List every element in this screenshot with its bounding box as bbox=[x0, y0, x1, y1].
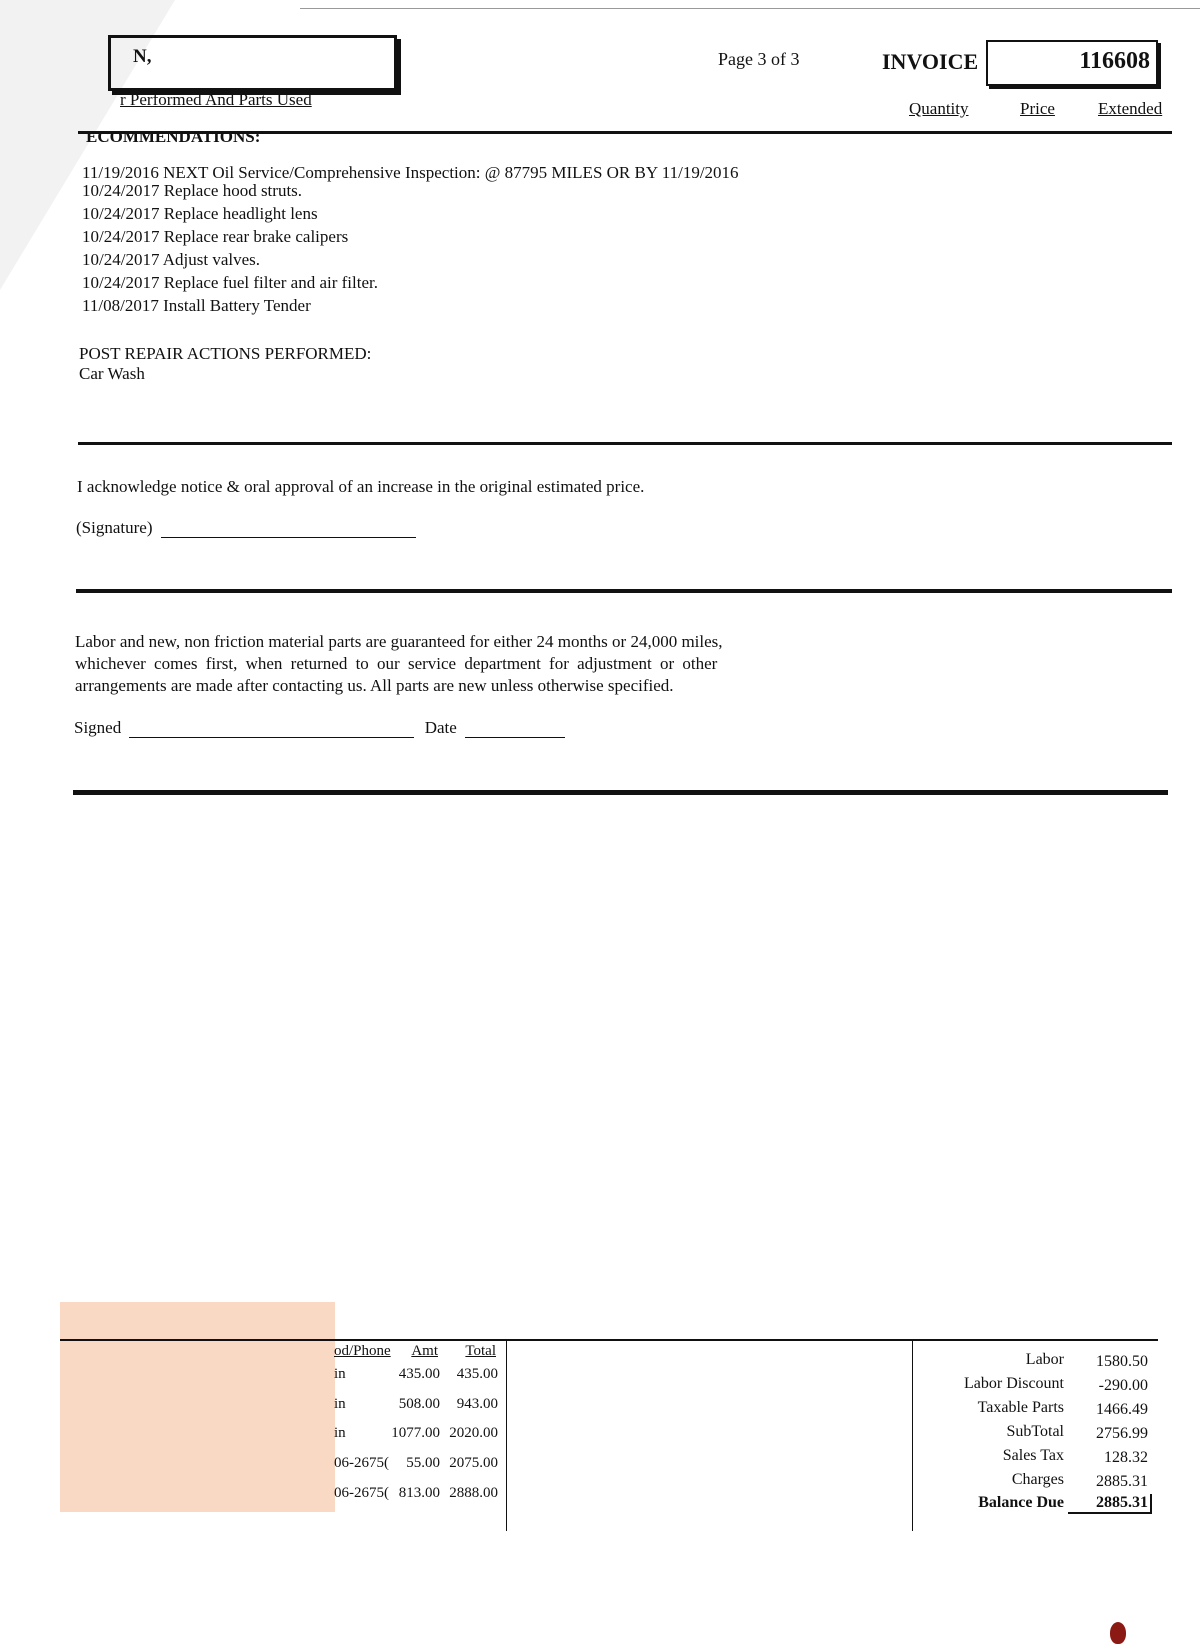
signed-label: Signed bbox=[74, 718, 122, 737]
payment-row-method: in bbox=[334, 1366, 346, 1382]
total-value-sales-tax: 128.32 bbox=[1104, 1449, 1148, 1466]
total-label-sales-tax: Sales Tax bbox=[1002, 1447, 1064, 1464]
payment-row-total: 943.00 bbox=[456, 1396, 498, 1412]
payment-row-method: 06-2675( bbox=[334, 1455, 389, 1471]
signed-line bbox=[129, 721, 414, 738]
guarantee-line: Labor and new, non friction material parts are guaranteed for either 24 months or 24,000 miles, bbox=[75, 632, 723, 651]
acknowledge-text: I acknowledge notice & oral approval of an increase in the original estimated price. bbox=[77, 477, 645, 496]
divider-rule bbox=[73, 790, 1168, 795]
divider-rule bbox=[76, 589, 1172, 593]
payment-header-total: Total bbox=[465, 1343, 496, 1359]
payment-row-amt: 813.00 bbox=[398, 1485, 440, 1501]
top-edge-line bbox=[300, 8, 1200, 9]
payment-row-amt: 435.00 bbox=[398, 1366, 440, 1382]
ink-stain bbox=[1110, 1622, 1126, 1644]
customer-name: N, bbox=[133, 46, 152, 67]
payment-row-total: 435.00 bbox=[456, 1366, 498, 1382]
signature-line bbox=[161, 521, 416, 538]
column-price: Price bbox=[1020, 99, 1055, 118]
recommendation-item: 10/24/2017 Replace headlight lens bbox=[82, 204, 318, 223]
recommendation-item: 10/24/2017 Adjust valves. bbox=[82, 250, 261, 269]
payments-divider bbox=[506, 1339, 507, 1531]
payment-row-total: 2888.00 bbox=[449, 1485, 498, 1501]
post-repair-heading: POST REPAIR ACTIONS PERFORMED: bbox=[79, 344, 372, 363]
total-label-labor: Labor bbox=[1025, 1351, 1064, 1368]
signature-label: (Signature) bbox=[76, 518, 153, 537]
total-label-labor-discount: Labor Discount bbox=[964, 1375, 1064, 1392]
payment-row-method: in bbox=[334, 1425, 346, 1441]
total-value-balance-due: 2885.31 bbox=[1068, 1494, 1152, 1514]
payment-row-amt: 1077.00 bbox=[391, 1425, 440, 1441]
customer-name-box bbox=[108, 35, 397, 91]
total-label-taxable-parts: Taxable Parts bbox=[977, 1399, 1064, 1416]
invoice-label: INVOICE bbox=[882, 49, 979, 74]
section-title: r Performed And Parts Used bbox=[120, 90, 312, 109]
total-label-charges: Charges bbox=[1011, 1471, 1064, 1488]
guarantee-line: arrangements are made after contacting us. All parts are new unless otherwise specified. bbox=[75, 676, 674, 695]
total-value-taxable-parts: 1466.49 bbox=[1096, 1401, 1148, 1418]
total-value-labor: 1580.50 bbox=[1096, 1353, 1148, 1370]
recommendation-item: 10/24/2017 Replace hood struts. bbox=[82, 181, 303, 200]
total-value-subtotal: 2756.99 bbox=[1096, 1425, 1148, 1442]
payment-row-method: 06-2675( bbox=[334, 1485, 389, 1501]
divider-rule bbox=[78, 442, 1172, 445]
payment-header-amt: Amt bbox=[411, 1343, 438, 1359]
redaction-block bbox=[60, 1302, 335, 1512]
payment-row-method: in bbox=[334, 1396, 346, 1412]
invoice-number-box bbox=[986, 40, 1158, 86]
total-label-subtotal: SubTotal bbox=[1006, 1423, 1064, 1440]
recommendations-heading: ECOMMENDATIONS: bbox=[86, 127, 261, 146]
date-line bbox=[465, 721, 565, 738]
invoice-number: 116608 bbox=[1079, 48, 1150, 74]
payments-rule bbox=[60, 1339, 1158, 1341]
signed-row bbox=[74, 718, 565, 738]
post-repair-item: Car Wash bbox=[79, 364, 145, 383]
date-label: Date bbox=[424, 718, 457, 737]
recommendation-item: 10/24/2017 Replace rear brake calipers bbox=[82, 227, 349, 246]
signature-row bbox=[76, 518, 416, 538]
payment-row-total: 2075.00 bbox=[449, 1455, 498, 1471]
recommendation-item: 10/24/2017 Replace fuel filter and air filter. bbox=[82, 273, 378, 292]
recommendation-item: 11/19/2016 NEXT Oil Service/Comprehensive Inspection: @ 87795 MILES OR BY 11/19/2016 bbox=[82, 163, 739, 182]
recommendation-item: 11/08/2017 Install Battery Tender bbox=[82, 296, 311, 315]
guarantee-line: whichever comes first, when returned to our service department for adjustment or other bbox=[75, 654, 718, 673]
payment-row-amt: 55.00 bbox=[406, 1455, 440, 1471]
payment-row-total: 2020.00 bbox=[449, 1425, 498, 1441]
payment-row-amt: 508.00 bbox=[398, 1396, 440, 1412]
total-value-charges: 2885.31 bbox=[1096, 1473, 1148, 1490]
total-value-labor-discount: -290.00 bbox=[1098, 1377, 1148, 1394]
payment-header-method: od/Phone bbox=[334, 1343, 391, 1359]
page-label: Page 3 of 3 bbox=[718, 49, 800, 69]
column-extended: Extended bbox=[1098, 99, 1163, 118]
total-label-balance-due: Balance Due bbox=[978, 1494, 1064, 1511]
column-quantity: Quantity bbox=[909, 99, 969, 118]
